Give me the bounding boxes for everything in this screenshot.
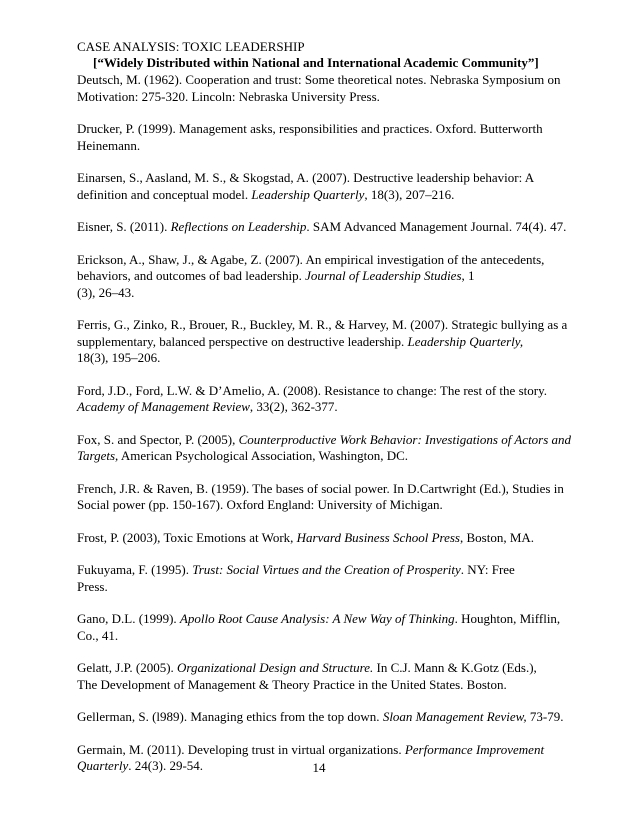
reference-line: [77, 627, 563, 645]
reference-entry: [77, 481, 563, 514]
reference-line: [77, 578, 563, 596]
reference-line: [77, 121, 563, 138]
reference-text: Gellerman, S. (l989). Managing ethics from the top down.: [77, 709, 383, 724]
reference-italic-text: Quarterly: [77, 758, 129, 773]
reference-line: [77, 251, 563, 269]
reference-line: [77, 660, 563, 677]
reference-line: [77, 186, 563, 204]
reference-italic-text: Targets,: [77, 448, 119, 463]
reference-text: . NY: Free: [460, 562, 515, 577]
reference-text: Germain, M. (2011). Developing trust in virtual organizations.: [77, 741, 405, 757]
reference-entry: [77, 530, 563, 547]
reference-italic-text: Academy of Management Review: [77, 399, 250, 414]
reference-text: American Psychological Association, Washington, DC.: [118, 448, 409, 463]
reference-text: behaviors, and outcomes of bad leadership.: [77, 268, 306, 283]
reference-entry: [77, 219, 567, 236]
reference-line: [77, 562, 563, 579]
reference-list: [77, 72, 572, 791]
reference-text: Press.: [77, 578, 108, 594]
reference-italic-text: Apollo Root Cause Analysis: A New Way of Thinking: [179, 611, 455, 626]
reference-text: Heinemann.: [77, 137, 141, 153]
reference-italic-text: Leadership Quarterly: [251, 186, 365, 202]
reference-line: [77, 497, 563, 514]
reference-text: supplementary, balanced perspective on destructive leadership.: [77, 333, 408, 349]
reference-entry: [77, 170, 563, 203]
reference-line: [77, 676, 563, 694]
reference-entry: [77, 383, 563, 416]
reference-line: [77, 350, 563, 367]
reference-line: [77, 448, 563, 465]
reference-entry: [77, 72, 563, 105]
reference-line: [77, 611, 563, 628]
reference-italic-text: Counterproductive Work Behavior: Investigations of Actors and: [238, 431, 572, 447]
reference-text: . SAM Advanced Management Journal. 74(4). 47.: [306, 219, 567, 234]
reference-text: In C.J. Mann & K.Gotz (Eds.),: [373, 660, 537, 675]
reference-text: Deutsch, M. (1962). Cooperation and trust: Some theoretical notes. Nebraska Symposium on: [77, 72, 561, 87]
reference-line: [77, 431, 572, 449]
reference-text: . Houghton, Mifflin,: [454, 611, 561, 626]
reference-text: 73-79.: [526, 709, 564, 724]
reference-line: [77, 72, 563, 89]
reference-italic-text: Reflections on Leadership: [170, 219, 307, 234]
reference-entry: [77, 611, 563, 644]
reference-italic-text: Leadership Quarterly,: [407, 333, 524, 349]
reference-text: , 1: [461, 268, 475, 283]
reference-line: [77, 137, 563, 155]
reference-line: [77, 382, 563, 400]
reference-text: French, J.R. & Raven, B. (1959). The bases of social power. In D.Cartwright (Ed.), Studies in: [77, 480, 564, 496]
reference-text: Fukuyama, F. (1995).: [77, 562, 193, 577]
running-header-subtitle: [“Widely Distributed within National and International Academic Community”]: [93, 55, 539, 70]
reference-text: 18(3), 195–206.: [77, 350, 161, 365]
reference-line: [77, 219, 567, 236]
reference-italic-text: Harvard Business School Press: [296, 529, 460, 545]
reference-text: , 33(2), 362-377.: [249, 399, 338, 414]
reference-text: Erickson, A., Shaw, J., & Agabe, Z. (2007). An empirical investigation of the antecedents,: [77, 251, 545, 267]
reference-text: Frost, P. (2003), Toxic Emotions at Work,: [77, 529, 297, 545]
reference-text: Fox, S. and Spector, P. (2005),: [77, 431, 239, 447]
reference-italic-text: Journal of Leadership Studies: [305, 268, 462, 283]
reference-line: [77, 333, 563, 351]
reference-text: . 24(3). 29-54.: [128, 758, 204, 773]
reference-text: The Development of Management & Theory Practice in the United States. Boston.: [77, 676, 507, 692]
reference-line: [77, 480, 564, 498]
reference-text: (3), 26–43.: [77, 284, 135, 300]
reference-text: Einarsen, S., Aasland, M. S., & Skogstad, A. (2007). Destructive leadership behavior: A: [77, 170, 535, 185]
reference-italic-text: Sloan Management Review,: [382, 709, 527, 724]
reference-line: [77, 399, 563, 416]
reference-text: Ford, J.D., Ford, L.W. & D’Amelio, A. (2008). Resistance to change: The rest of the story.: [77, 382, 547, 398]
reference-text: definition and conceptual model.: [77, 186, 252, 202]
reference-entry: [77, 252, 563, 302]
reference-text: Gelatt, J.P. (2005).: [77, 660, 178, 675]
reference-text: , Boston, MA.: [460, 529, 535, 545]
reference-text: Social power (pp. 150-167). Oxford England: University of Michigan.: [77, 497, 443, 512]
reference-text: Drucker, P. (1999). Management asks, responsibilities and practices. Oxford. Butterworth: [77, 121, 543, 136]
reference-text: Eisner, S. (2011).: [77, 219, 171, 234]
reference-text: , 18(3), 207–216.: [364, 186, 455, 202]
reference-text: Motivation: 275-320. Lincoln: Nebraska University Press.: [77, 88, 380, 104]
reference-italic-text: Trust: Social Virtues and the Creation of Prosperity: [192, 562, 461, 577]
page-number: 14: [312, 760, 326, 775]
reference-text: Co., 41.: [77, 627, 119, 643]
reference-line: [77, 170, 563, 187]
running-header-title: CASE ANALYSIS: TOXIC LEADERSHIP: [77, 39, 305, 54]
reference-entry: [77, 709, 563, 726]
reference-line: [77, 268, 563, 285]
reference-entry: [77, 317, 568, 367]
reference-entry: [77, 660, 563, 693]
reference-line: [77, 284, 563, 302]
reference-line: [77, 529, 563, 547]
reference-italic-text: Organizational Design and Structure.: [177, 660, 374, 675]
reference-entry: [77, 431, 572, 465]
reference-text: Ferris, G., Zinko, R., Brouer, R., Buckley, M. R., & Harvey, M. (2007). Strategic bullying as a: [77, 317, 568, 332]
reference-entry: [77, 121, 563, 154]
reference-line: [77, 741, 563, 759]
reference-line: [77, 88, 563, 106]
reference-line: [77, 709, 564, 726]
reference-text: Gano, D.L. (1999).: [77, 611, 180, 626]
reference-line: [77, 317, 568, 334]
reference-entry: [77, 562, 563, 595]
reference-italic-text: Performance Improvement: [404, 741, 545, 757]
